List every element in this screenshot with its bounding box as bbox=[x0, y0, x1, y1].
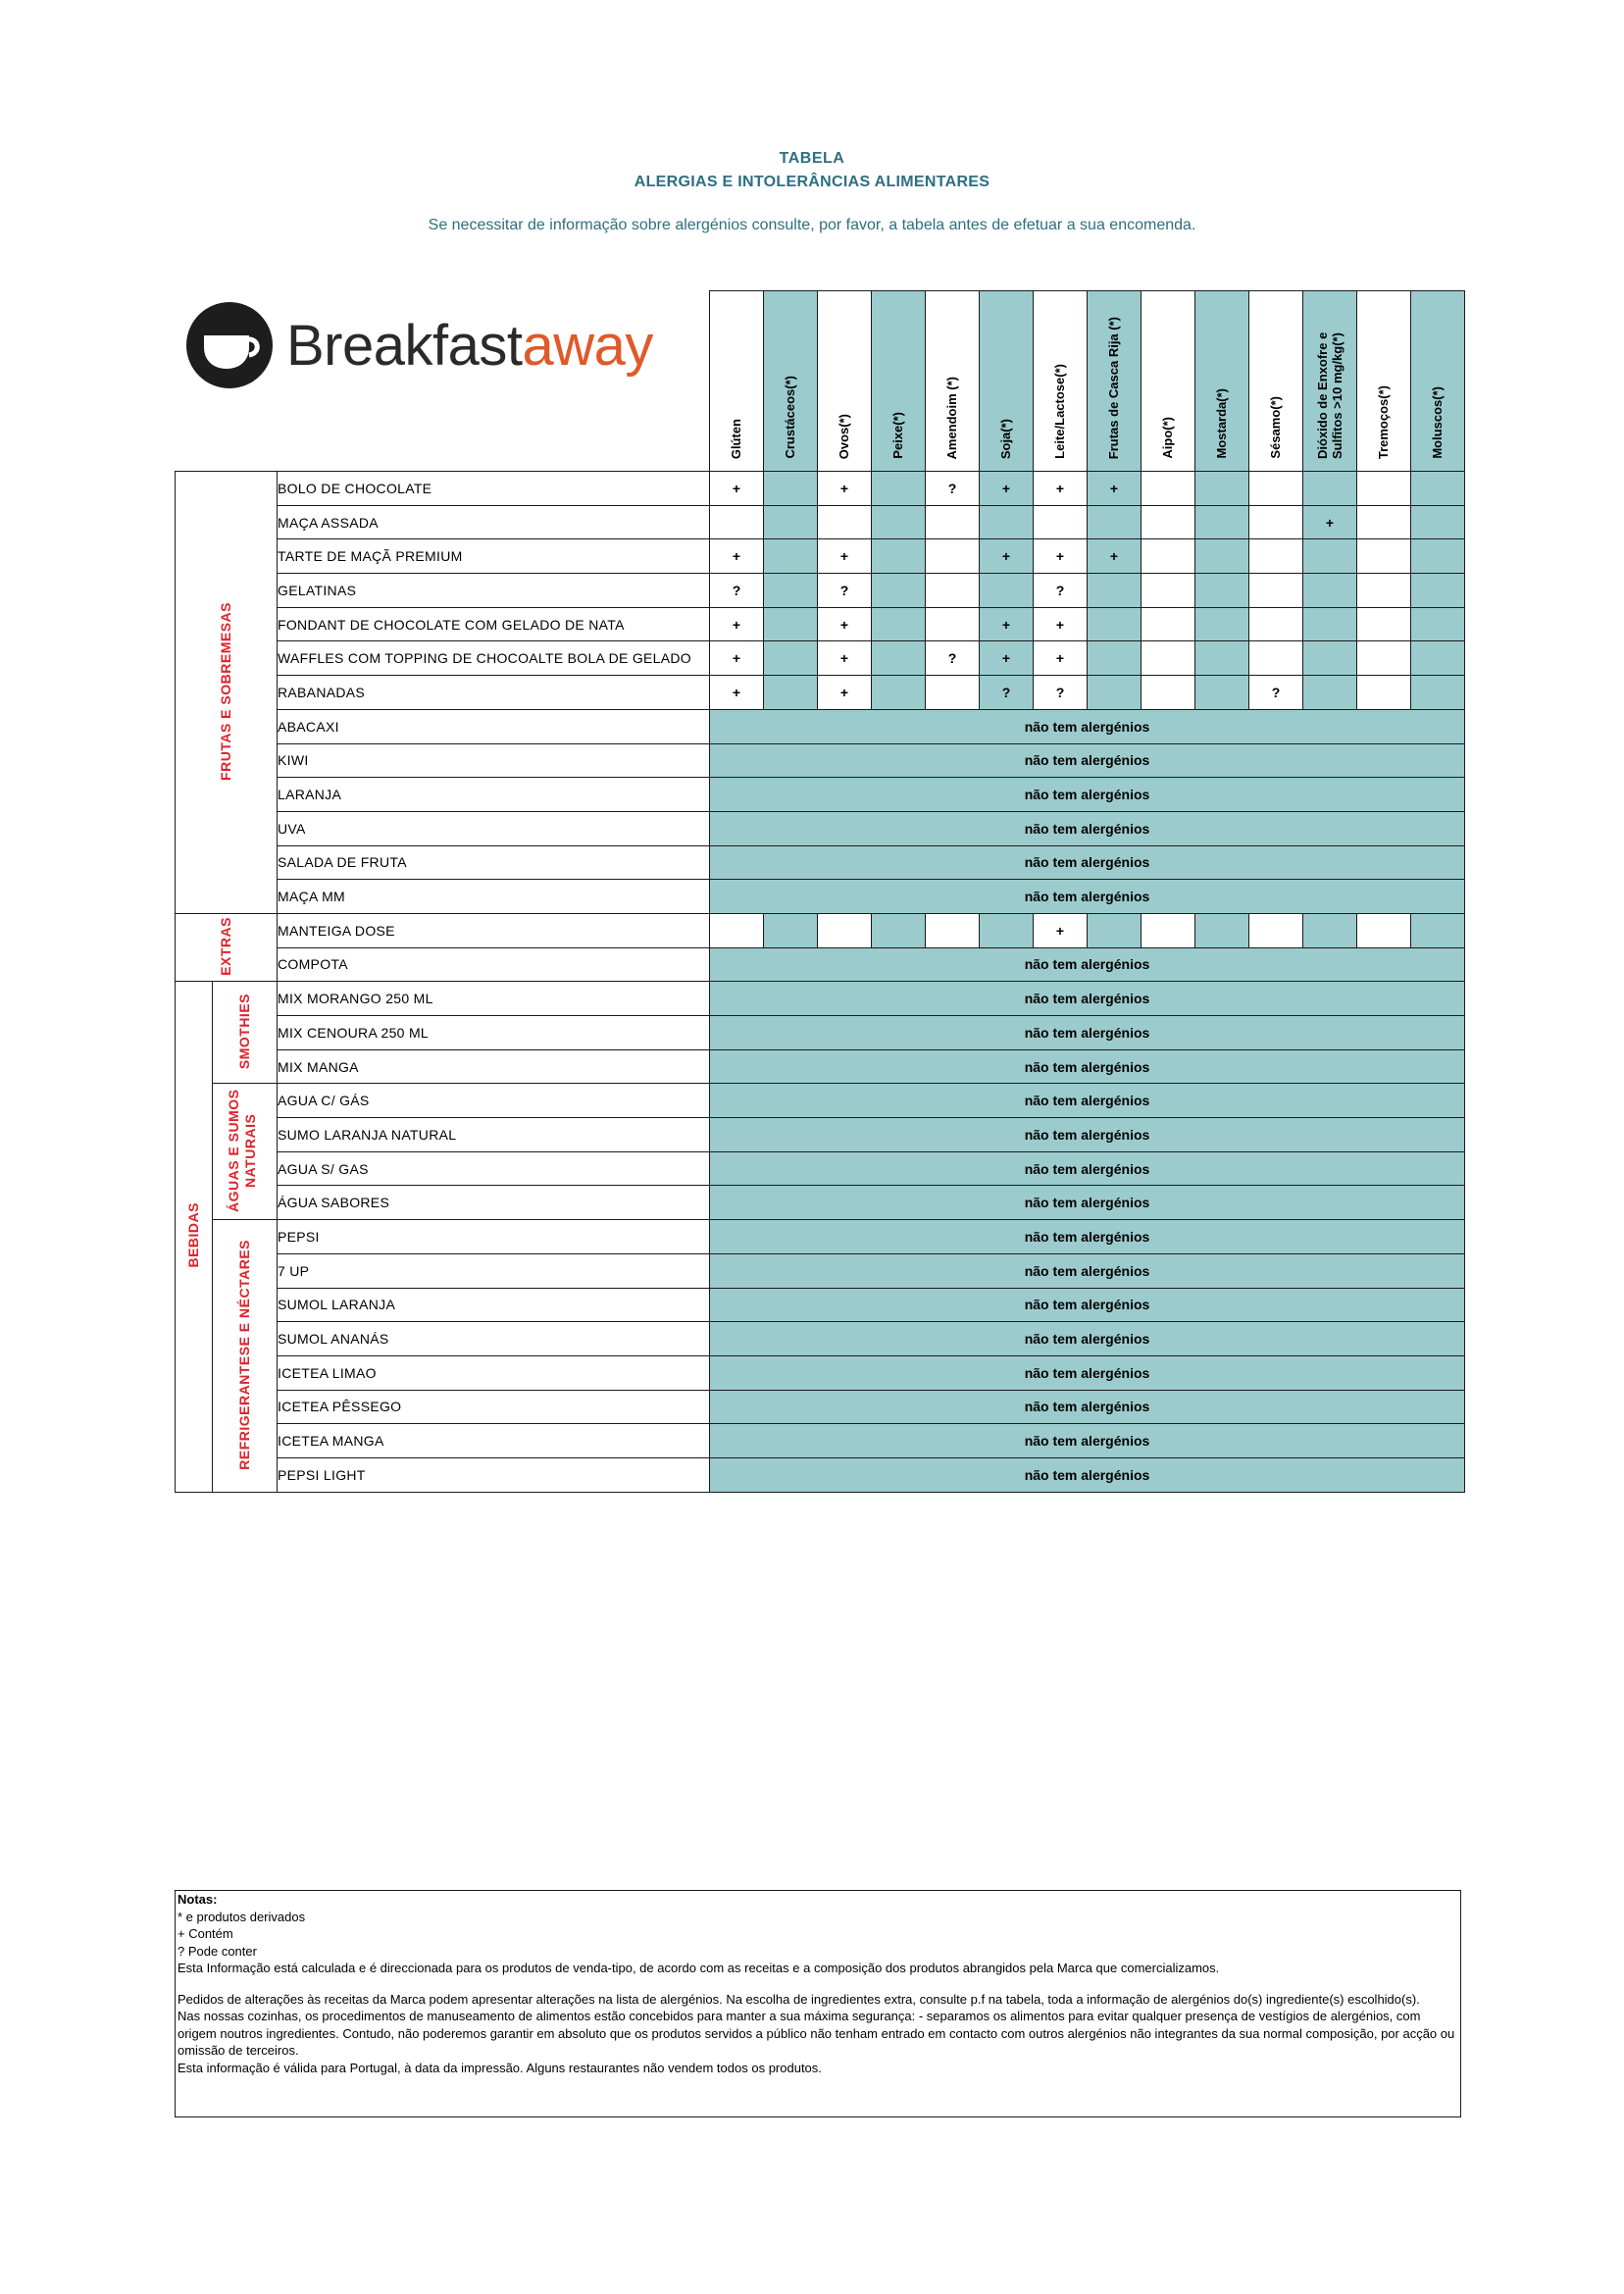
table-row bbox=[176, 607, 1465, 641]
allergen-cell: + bbox=[1034, 641, 1088, 676]
header-row bbox=[176, 291, 1465, 472]
allergen-cell bbox=[926, 676, 980, 710]
col-frutas-casca-rija: Frutas de Casca Rija (*) bbox=[1088, 291, 1142, 472]
table-row bbox=[176, 1355, 1465, 1390]
allergen-cell bbox=[764, 607, 818, 641]
allergen-cell bbox=[926, 607, 980, 641]
notes-line: Pedidos de alterações às receitas da Marca podem apresentar alterações na lista de alergénios. Na escolha de ingredientes extra, consulte p.f na tabela, toda a informação de alergénios do(s) ingrediente(s) escolhido(s). bbox=[178, 1991, 1420, 2007]
allergen-cell: + bbox=[1034, 913, 1088, 947]
allergen-table bbox=[175, 290, 1465, 1493]
item-name: PEPSI LIGHT bbox=[278, 1457, 710, 1492]
col-dioxido-enxofre: Dióxido de Enxofre e Sulfitos >10 mg/kg(*) bbox=[1303, 291, 1357, 472]
col-aipo: Aipo(*) bbox=[1142, 291, 1195, 472]
col-crustaceos: Crustáceos(*) bbox=[764, 291, 818, 472]
allergen-cell bbox=[1195, 574, 1249, 608]
allergen-cell bbox=[1303, 472, 1357, 506]
allergen-cell bbox=[1142, 539, 1195, 574]
table-row bbox=[176, 743, 1465, 778]
allergen-cell bbox=[1195, 472, 1249, 506]
col-amendoim: Amendoim (*) bbox=[926, 291, 980, 472]
allergen-cell bbox=[1195, 676, 1249, 710]
no-allergens-cell: não tem alergénios bbox=[710, 1186, 1465, 1220]
no-allergens-cell: não tem alergénios bbox=[710, 1322, 1465, 1356]
allergen-cell bbox=[872, 913, 926, 947]
item-name: PEPSI bbox=[278, 1220, 710, 1254]
allergen-cell bbox=[1195, 641, 1249, 676]
allergen-cell bbox=[1088, 607, 1142, 641]
category-smothies: SMOTHIES bbox=[213, 982, 278, 1084]
col-mostarda: Mostarda(*) bbox=[1195, 291, 1249, 472]
allergen-cell bbox=[1357, 676, 1411, 710]
item-name: AGUA S/ GAS bbox=[278, 1151, 710, 1186]
table-row bbox=[176, 1322, 1465, 1356]
allergen-cell: + bbox=[980, 641, 1034, 676]
allergen-cell: + bbox=[818, 607, 872, 641]
notes-line: * e produtos derivados bbox=[178, 1909, 306, 1924]
allergen-cell: + bbox=[818, 641, 872, 676]
allergen-cell bbox=[1357, 505, 1411, 539]
table-row bbox=[176, 913, 1465, 947]
page-title: TABELA bbox=[779, 150, 845, 167]
allergen-cell bbox=[1357, 913, 1411, 947]
allergen-cell bbox=[1303, 676, 1357, 710]
allergen-cell bbox=[980, 913, 1034, 947]
allergen-cell bbox=[1411, 676, 1465, 710]
notes-title: Notas: bbox=[178, 1892, 218, 1907]
item-name: MIX MORANGO 250 ML bbox=[278, 982, 710, 1016]
item-name: BOLO DE CHOCOLATE bbox=[278, 472, 710, 506]
col-sesamo: Sésamo(*) bbox=[1249, 291, 1303, 472]
no-allergens-cell: não tem alergénios bbox=[710, 1253, 1465, 1288]
no-allergens-cell: não tem alergénios bbox=[710, 1424, 1465, 1458]
table-row bbox=[176, 1288, 1465, 1322]
notes-line: ? Pode conter bbox=[178, 1943, 257, 1959]
category-refrigerantes: REFRIGERANTESE E NÉCTARES bbox=[213, 1220, 278, 1493]
item-name: 7 UP bbox=[278, 1253, 710, 1288]
no-allergens-cell: não tem alergénios bbox=[710, 1457, 1465, 1492]
allergen-cell bbox=[926, 574, 980, 608]
col-ovos: Ovos(*) bbox=[818, 291, 872, 472]
notes-line: Esta Informação está calculada e é direccionada para os produtos de venda-tipo, de acordo com as receitas e a composição dos produtos abrangidos pela Marca que comercializamos. bbox=[178, 1961, 1220, 1975]
table-row bbox=[176, 709, 1465, 743]
allergen-cell bbox=[764, 505, 818, 539]
allergen-cell bbox=[872, 676, 926, 710]
no-allergens-cell: não tem alergénios bbox=[710, 1016, 1465, 1050]
col-soja: Soja(*) bbox=[980, 291, 1034, 472]
allergen-cell bbox=[764, 676, 818, 710]
allergen-cell bbox=[1088, 574, 1142, 608]
allergen-cell bbox=[764, 913, 818, 947]
allergen-cell: + bbox=[710, 607, 764, 641]
allergen-cell bbox=[764, 641, 818, 676]
item-name: SUMOL LARANJA bbox=[278, 1288, 710, 1322]
allergen-cell: ? bbox=[926, 472, 980, 506]
allergen-cell bbox=[1142, 913, 1195, 947]
allergen-cell bbox=[1034, 505, 1088, 539]
item-name: GELATINAS bbox=[278, 574, 710, 608]
no-allergens-cell: não tem alergénios bbox=[710, 709, 1465, 743]
allergen-cell bbox=[1195, 607, 1249, 641]
no-allergens-cell: não tem alergénios bbox=[710, 811, 1465, 845]
no-allergens-cell: não tem alergénios bbox=[710, 947, 1465, 982]
allergen-cell: + bbox=[818, 676, 872, 710]
category-extras: EXTRAS bbox=[176, 913, 278, 981]
allergen-cell bbox=[926, 913, 980, 947]
item-name: KIWI bbox=[278, 743, 710, 778]
table-row bbox=[176, 947, 1465, 982]
no-allergens-cell: não tem alergénios bbox=[710, 1355, 1465, 1390]
allergen-cell bbox=[1249, 574, 1303, 608]
allergen-cell bbox=[1411, 607, 1465, 641]
allergen-cell bbox=[1411, 913, 1465, 947]
no-allergens-cell: não tem alergénios bbox=[710, 1151, 1465, 1186]
allergen-cell bbox=[764, 539, 818, 574]
table-row bbox=[176, 845, 1465, 880]
allergen-cell: ? bbox=[926, 641, 980, 676]
allergen-cell bbox=[1357, 472, 1411, 506]
allergen-cell bbox=[1142, 676, 1195, 710]
notes-box bbox=[175, 1890, 1461, 2117]
allergen-cell: + bbox=[980, 472, 1034, 506]
table-row bbox=[176, 1151, 1465, 1186]
no-allergens-cell: não tem alergénios bbox=[710, 743, 1465, 778]
table-row bbox=[176, 676, 1465, 710]
allergen-cell: ? bbox=[980, 676, 1034, 710]
allergen-cell bbox=[1249, 472, 1303, 506]
allergen-cell bbox=[1088, 676, 1142, 710]
no-allergens-cell: não tem alergénios bbox=[710, 1288, 1465, 1322]
item-name: SUMO LARANJA NATURAL bbox=[278, 1118, 710, 1152]
table-row bbox=[176, 1186, 1465, 1220]
item-name: COMPOTA bbox=[278, 947, 710, 982]
allergen-cell bbox=[926, 539, 980, 574]
table-row bbox=[176, 1390, 1465, 1424]
table-row bbox=[176, 1253, 1465, 1288]
table-row bbox=[176, 1424, 1465, 1458]
no-allergens-cell: não tem alergénios bbox=[710, 778, 1465, 812]
item-name: MIX MANGA bbox=[278, 1049, 710, 1084]
no-allergens-cell: não tem alergénios bbox=[710, 1084, 1465, 1118]
allergen-cell bbox=[872, 539, 926, 574]
no-allergens-cell: não tem alergénios bbox=[710, 1118, 1465, 1152]
table-row bbox=[176, 1049, 1465, 1084]
item-name: SALADA DE FRUTA bbox=[278, 845, 710, 880]
col-gluten: Glúten bbox=[710, 291, 764, 472]
allergen-cell bbox=[1303, 641, 1357, 676]
allergen-cell bbox=[980, 505, 1034, 539]
item-name: ICETEA LIMAO bbox=[278, 1355, 710, 1390]
col-leite: Leite/Lactose(*) bbox=[1034, 291, 1088, 472]
allergen-cell bbox=[1411, 505, 1465, 539]
allergen-cell bbox=[1142, 641, 1195, 676]
allergen-cell bbox=[1249, 505, 1303, 539]
allergen-cell: + bbox=[1034, 607, 1088, 641]
allergen-cell bbox=[1303, 539, 1357, 574]
allergen-cell bbox=[872, 472, 926, 506]
table-row bbox=[176, 1016, 1465, 1050]
item-name: ABACAXI bbox=[278, 709, 710, 743]
allergen-cell: ? bbox=[818, 574, 872, 608]
no-allergens-cell: não tem alergénios bbox=[710, 982, 1465, 1016]
allergen-cell bbox=[818, 505, 872, 539]
notes-line: Nas nossas cozinhas, os procedimentos de manuseamento de alimentos estão concebidos para manter a sua máxima segurança: - separamos os alimentos para evitar qualquer presença de vestígios de alergénios, com origem noutros ingredientes. Contudo, não poderemos garantir em absoluto que os produtos servidos a público não tenham entrado em contacto com outros alergénios não integrantes da sua normal composição, por acção ou omissão de terceiros. bbox=[178, 2009, 1455, 2058]
item-name: MAÇA ASSADA bbox=[278, 505, 710, 539]
allergen-cell: ? bbox=[1034, 676, 1088, 710]
category-bebidas: BEBIDAS bbox=[176, 982, 213, 1492]
allergen-cell bbox=[1357, 539, 1411, 574]
item-name: LARANJA bbox=[278, 778, 710, 812]
allergen-cell: + bbox=[980, 607, 1034, 641]
table-row bbox=[176, 982, 1465, 1016]
allergen-cell bbox=[1303, 913, 1357, 947]
allergen-cell: + bbox=[1088, 472, 1142, 506]
item-name: ÁGUA SABORES bbox=[278, 1186, 710, 1220]
logo-cell bbox=[176, 291, 710, 472]
table-row bbox=[176, 1118, 1465, 1152]
allergen-cell bbox=[1411, 574, 1465, 608]
allergen-cell bbox=[1142, 574, 1195, 608]
allergen-cell bbox=[1249, 607, 1303, 641]
allergen-cell bbox=[1357, 607, 1411, 641]
table-row bbox=[176, 641, 1465, 676]
table-row bbox=[176, 1220, 1465, 1254]
allergen-cell: ? bbox=[1034, 574, 1088, 608]
no-allergens-cell: não tem alergénios bbox=[710, 880, 1465, 914]
no-allergens-cell: não tem alergénios bbox=[710, 1220, 1465, 1254]
notes-line: + Contém bbox=[178, 1926, 233, 1941]
allergen-notice: Se necessitar de informação sobre alergénios consulte, por favor, a tabela antes de efetuar a sua encomenda. bbox=[428, 217, 1196, 233]
allergen-cell: ? bbox=[1249, 676, 1303, 710]
allergen-cell bbox=[1303, 607, 1357, 641]
allergen-cell: + bbox=[1303, 505, 1357, 539]
table-row bbox=[176, 505, 1465, 539]
allergen-cell bbox=[1249, 913, 1303, 947]
allergen-cell bbox=[710, 505, 764, 539]
allergen-cell bbox=[1249, 539, 1303, 574]
table-row bbox=[176, 472, 1465, 506]
col-moluscos: Moluscos(*) bbox=[1411, 291, 1465, 472]
page-subtitle: ALERGIAS E INTOLERÂNCIAS ALIMENTARES bbox=[634, 174, 990, 190]
allergen-cell bbox=[1195, 913, 1249, 947]
col-peixe: Peixe(*) bbox=[872, 291, 926, 472]
allergen-cell bbox=[1411, 472, 1465, 506]
allergen-cell bbox=[1249, 641, 1303, 676]
category-aguas-sumos: ÁGUAS E SUMOS NATURAIS bbox=[213, 1084, 278, 1220]
table-row bbox=[176, 574, 1465, 608]
allergen-cell bbox=[1195, 505, 1249, 539]
allergen-cell bbox=[1088, 641, 1142, 676]
no-allergens-cell: não tem alergénios bbox=[710, 1390, 1465, 1424]
item-name: ICETEA PÊSSEGO bbox=[278, 1390, 710, 1424]
allergen-cell: + bbox=[710, 641, 764, 676]
allergen-cell: + bbox=[1034, 539, 1088, 574]
item-name: MAÇA MM bbox=[278, 880, 710, 914]
allergen-cell bbox=[1411, 641, 1465, 676]
table-row bbox=[176, 778, 1465, 812]
allergen-cell bbox=[1195, 539, 1249, 574]
table-row bbox=[176, 1457, 1465, 1492]
item-name: MANTEIGA DOSE bbox=[278, 913, 710, 947]
table-row bbox=[176, 880, 1465, 914]
allergen-cell bbox=[926, 505, 980, 539]
allergen-cell bbox=[1142, 505, 1195, 539]
item-name: ICETEA MANGA bbox=[278, 1424, 710, 1458]
table-row bbox=[176, 539, 1465, 574]
allergen-cell: + bbox=[980, 539, 1034, 574]
allergen-cell: + bbox=[1088, 539, 1142, 574]
table-row bbox=[176, 811, 1465, 845]
item-name: AGUA C/ GÁS bbox=[278, 1084, 710, 1118]
allergen-cell bbox=[1142, 472, 1195, 506]
allergen-cell: + bbox=[818, 539, 872, 574]
table-row bbox=[176, 1084, 1465, 1118]
item-name: MIX CENOURA 250 ML bbox=[278, 1016, 710, 1050]
allergen-cell: + bbox=[710, 539, 764, 574]
allergen-cell bbox=[1142, 607, 1195, 641]
allergen-cell: + bbox=[818, 472, 872, 506]
item-name: RABANADAS bbox=[278, 676, 710, 710]
col-tremocos: Tremoços(*) bbox=[1357, 291, 1411, 472]
allergen-cell bbox=[1357, 574, 1411, 608]
allergen-cell bbox=[764, 574, 818, 608]
item-name: UVA bbox=[278, 811, 710, 845]
allergen-cell bbox=[710, 913, 764, 947]
allergen-cell bbox=[872, 505, 926, 539]
logo-wordmark: Breakfastaway bbox=[286, 314, 653, 378]
item-name: FONDANT DE CHOCOLATE COM GELADO DE NATA bbox=[278, 607, 710, 641]
allergen-cell bbox=[1357, 641, 1411, 676]
allergen-cell bbox=[764, 472, 818, 506]
allergen-cell bbox=[872, 641, 926, 676]
item-name: TARTE DE MAÇÃ PREMIUM bbox=[278, 539, 710, 574]
allergen-cell: + bbox=[710, 472, 764, 506]
allergen-cell bbox=[872, 574, 926, 608]
allergen-cell bbox=[872, 607, 926, 641]
allergen-cell: + bbox=[710, 676, 764, 710]
category-frutas-sobremesas: FRUTAS E SOBREMESAS bbox=[176, 472, 278, 914]
allergen-cell bbox=[980, 574, 1034, 608]
allergen-cell bbox=[818, 913, 872, 947]
notes-line: Esta informação é válida para Portugal, à data da impressão. Alguns restaurantes não vendem todos os produtos. bbox=[178, 2060, 822, 2075]
allergen-cell bbox=[1411, 539, 1465, 574]
allergen-cell bbox=[1303, 574, 1357, 608]
allergen-cell bbox=[1088, 913, 1142, 947]
no-allergens-cell: não tem alergénios bbox=[710, 845, 1465, 880]
allergen-cell: ? bbox=[710, 574, 764, 608]
item-name: WAFFLES COM TOPPING DE CHOCOALTE BOLA DE GELADO bbox=[278, 641, 710, 676]
allergen-cell bbox=[1088, 505, 1142, 539]
no-allergens-cell: não tem alergénios bbox=[710, 1049, 1465, 1084]
item-name: SUMOL ANANÁS bbox=[278, 1322, 710, 1356]
allergen-cell: + bbox=[1034, 472, 1088, 506]
